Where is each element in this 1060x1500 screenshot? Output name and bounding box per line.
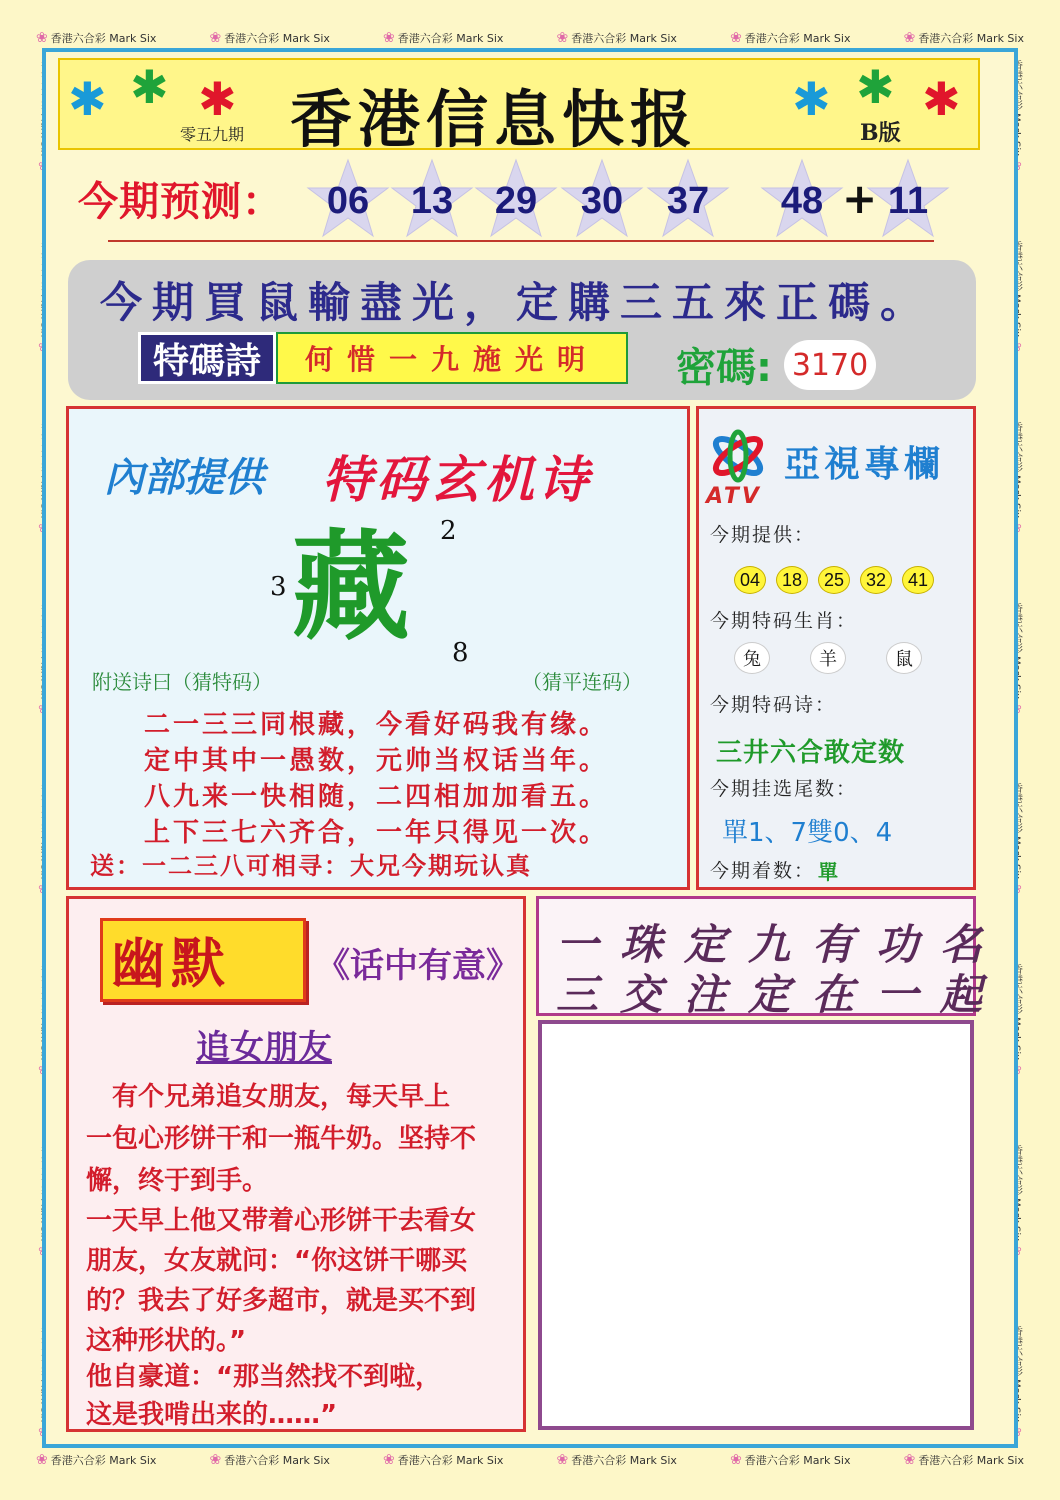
story-line: 这是我啃出来的……” xyxy=(86,1400,338,1430)
asterisk-icon: ✱ xyxy=(792,72,831,126)
asterisk-icon: ✱ xyxy=(68,72,107,126)
flower-icon: ❀ xyxy=(903,30,916,46)
blank-panel xyxy=(538,1020,974,1430)
atv-logo-icon xyxy=(706,428,770,484)
poem-line: 定中其中一愚数，元帅当权话当年。 xyxy=(143,746,608,776)
zodiac-badge: 兔 xyxy=(734,642,770,674)
riddle-title: 特码玄机诗 xyxy=(322,451,592,509)
prediction-number: 30 xyxy=(580,180,624,222)
flower-icon: ❀ xyxy=(556,30,569,46)
atv-zodiac-label: 今期特码生肖： xyxy=(710,610,858,632)
story-line: 一包心形饼干和一瓶牛奶。坚持不 xyxy=(86,1124,477,1154)
divider xyxy=(108,240,934,242)
extra-note-right: （猜平连码） xyxy=(522,670,642,694)
extra-note-left: 附送诗曰（猜特码） xyxy=(92,670,272,694)
watermark-item: ❀ 香港六合彩 Mark Six xyxy=(383,30,504,46)
atv-provide-label: 今期提供： xyxy=(710,524,816,546)
flower-icon: ❀ xyxy=(209,30,222,46)
slogan-text: 今期買鼠輸盡光，定購三五來正碼。 xyxy=(100,278,933,327)
special-poem-label: 特碼詩 xyxy=(138,332,276,384)
special-number: 11 xyxy=(887,180,929,222)
verse-line: 三交注定在一起 xyxy=(556,970,1005,1019)
page-title: 香港信息快报 xyxy=(290,83,699,156)
flower-icon: ❀ xyxy=(903,1452,916,1468)
flower-icon: ❀ xyxy=(36,1452,48,1468)
watermark-bottom xyxy=(30,1446,1030,1474)
number-ball: 32 xyxy=(860,566,892,594)
poem-line: 二一三三同根藏，今看好码我有缘。 xyxy=(143,710,608,740)
watermark-item: ❀ 香港六合彩 Mark Six xyxy=(36,1452,157,1468)
story-line: 有个兄弟追女朋友，每天早上 xyxy=(86,1082,451,1112)
story-line: 他自豪道：“那当然找不到啦， xyxy=(86,1362,442,1392)
issue-number: 零五九期 xyxy=(180,125,245,144)
atv-poem-label: 今期特码诗： xyxy=(710,694,837,716)
verse-line: 一珠定九有功名 xyxy=(556,920,1005,969)
poem-line: 送：一二三八可相寻：大兄今期玩认真 xyxy=(90,852,532,880)
flower-icon: ❀ xyxy=(383,30,395,46)
atv-title: 亞視專欄 xyxy=(784,444,945,485)
watermark-item: ❀ 香港六合彩 Mark Six xyxy=(730,30,851,46)
edition-label: B版 xyxy=(860,120,901,146)
story-line: 一天早上他又带着心形饼干去看女 xyxy=(86,1206,477,1236)
prediction-star xyxy=(306,158,390,242)
poem-line: 上下三七六齐合，一年只得见一次。 xyxy=(143,818,608,848)
number-ball: 18 xyxy=(776,566,808,594)
number-ball: 04 xyxy=(734,566,766,594)
riddle-character: 藏 xyxy=(292,517,411,656)
flower-icon: ❀ xyxy=(36,30,48,46)
story-line: 懈，终于到手。 xyxy=(86,1166,269,1196)
watermark-item: ❀ 香港六合彩 Mark Six xyxy=(209,1452,330,1468)
prediction-star xyxy=(866,158,950,242)
prediction-star xyxy=(474,158,558,242)
watermark-item: ❀ 香港六合彩 Mark Six xyxy=(556,1452,677,1468)
riddle-number-left: 3 xyxy=(270,572,287,602)
asterisk-icon: ✱ xyxy=(922,72,961,126)
prediction-star xyxy=(560,158,644,242)
atv-count-value: 單 xyxy=(818,860,838,884)
prediction-number: 13 xyxy=(410,180,454,222)
riddle-number-top: 2 xyxy=(440,516,457,546)
riddle-number-bottom: 8 xyxy=(452,638,469,668)
zodiac-badge: 鼠 xyxy=(886,642,922,674)
asterisk-icon: ✱ xyxy=(198,72,237,126)
number-ball: 41 xyxy=(902,566,934,594)
atv-tail-value: 單1、7雙0、4 xyxy=(722,818,893,848)
number-ball: 25 xyxy=(818,566,850,594)
story-line: 的？我去了好多超市，就是买不到 xyxy=(86,1286,477,1316)
story-line: 朋友，女友就问：“你这饼干哪买 xyxy=(86,1246,468,1276)
watermark-item: ❀ 香港六合彩 Mark Six xyxy=(903,1452,1024,1468)
prediction-star xyxy=(646,158,730,242)
humor-tag xyxy=(100,918,306,1002)
watermark-item: ❀ 香港六合彩 Mark Six xyxy=(903,30,1024,46)
prediction-number: 37 xyxy=(666,180,710,222)
poem-line: 八九来一快相随，二四相加加看五。 xyxy=(143,782,608,812)
prediction-label: 今期预测： xyxy=(78,179,283,225)
prediction-star xyxy=(760,158,844,242)
secret-code-label: 密碼: xyxy=(676,345,772,391)
header-banner xyxy=(58,58,980,156)
plus-sign: + xyxy=(842,174,878,223)
prediction-number: 06 xyxy=(326,180,370,222)
atv-tail-label: 今期挂选尾数： xyxy=(710,778,858,800)
prediction-star xyxy=(390,158,474,242)
asterisk-icon: ✱ xyxy=(130,60,169,114)
atv-poem: 三井六合敢定数 xyxy=(716,738,906,768)
flower-icon: ❀ xyxy=(730,30,742,46)
story-title: 追女朋友 xyxy=(196,1028,332,1068)
flower-icon: ❀ xyxy=(383,1452,395,1468)
prediction-number: 29 xyxy=(494,180,538,222)
atv-count-label: 今期着数： xyxy=(710,860,816,882)
secret-code-value: 3170 xyxy=(784,340,876,390)
watermark-item: ❀ 香港六合彩 Mark Six xyxy=(209,30,330,46)
special-poem-text: 何惜一九施光明 xyxy=(276,332,628,384)
humor-subtitle: 《话中有意》 xyxy=(316,946,520,986)
atv-logo-text: ATV xyxy=(706,484,762,509)
watermark-item: ❀ 香港六合彩 Mark Six xyxy=(556,30,677,46)
asterisk-icon: ✱ xyxy=(856,60,895,114)
zodiac-badge: 羊 xyxy=(810,642,846,674)
flower-icon: ❀ xyxy=(209,1452,222,1468)
watermark-item: ❀ 香港六合彩 Mark Six xyxy=(383,1452,504,1468)
watermark-item: ❀ 香港六合彩 Mark Six xyxy=(36,30,157,46)
watermark-item: ❀ 香港六合彩 Mark Six xyxy=(730,1452,851,1468)
prediction-number: 48 xyxy=(780,180,824,222)
flower-icon: ❀ xyxy=(730,1452,742,1468)
inner-label: 內部提供 xyxy=(104,455,264,501)
story-line: 这种形状的。” xyxy=(86,1326,247,1356)
humor-tag-text: 幽默 xyxy=(111,932,231,995)
flower-icon: ❀ xyxy=(556,1452,569,1468)
